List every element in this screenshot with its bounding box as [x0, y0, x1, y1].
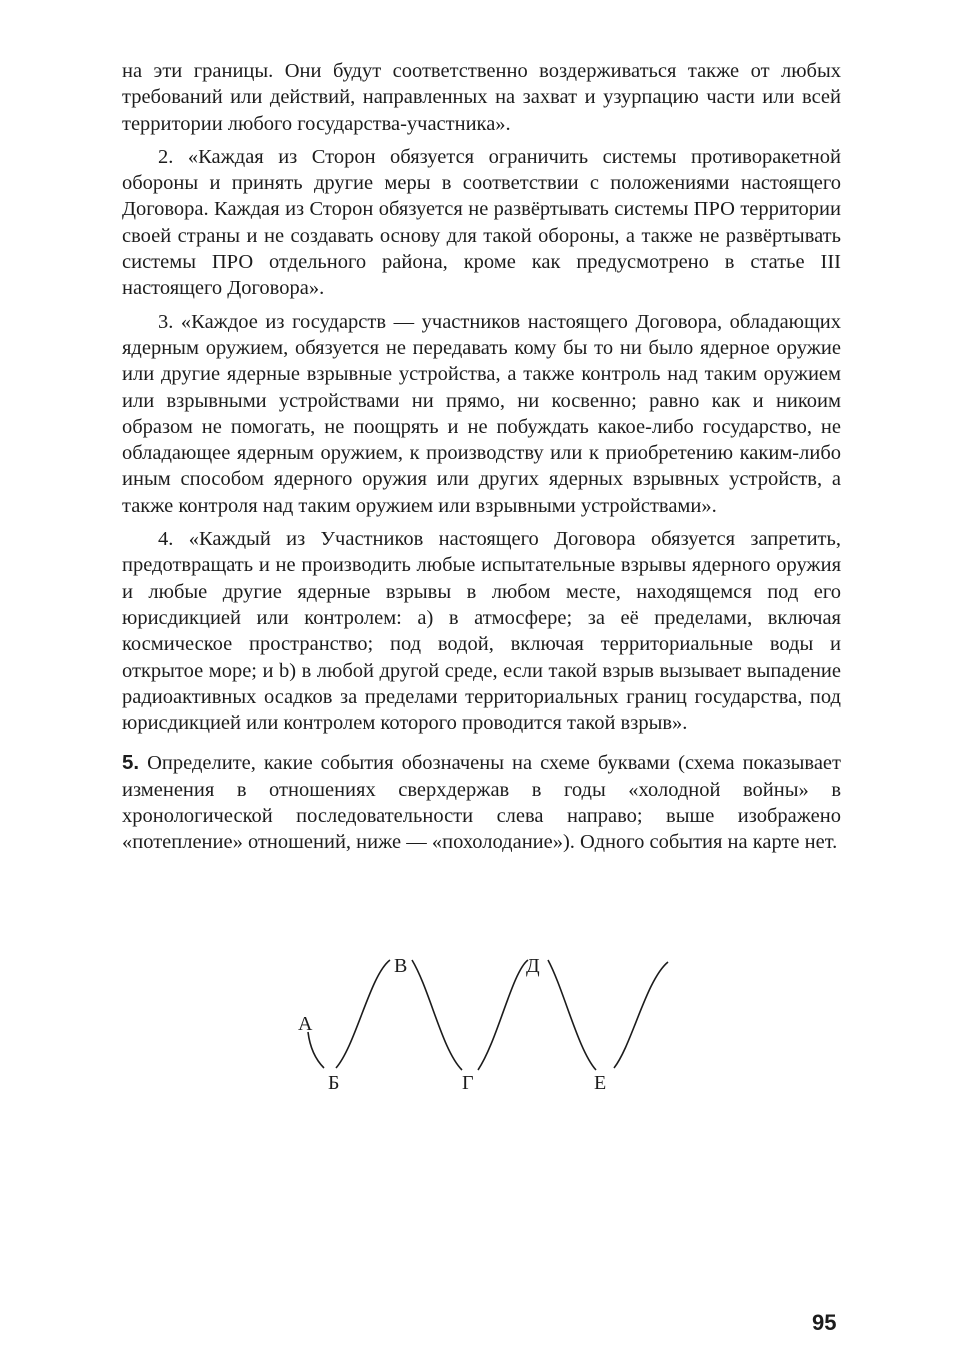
wave-curve-g-d: [478, 960, 528, 1070]
task-5: [122, 750, 841, 855]
wave-curve-v-g: [412, 960, 462, 1070]
paragraph-quote-2: 2. «Каждая из Сторон обязуется ограничить системы противоракетной обороны и принять другие меры в соответствии с положениями настоящего Договора. Каждая из Сторон обязуется не развёртывать системы ПРО территории своей страны и не создавать основу для такой обороны, а также не развёртывать системы ПРО отдельного района, кроме как предусмотрено в статье III настоящего Договора».: [122, 145, 841, 300]
paragraph-quote-4: 4. «Каждый из Участников настоящего Договора обязуется запретить, предотвращать и не производить любые испытательные взрывы ядерного оружия и любые другие ядерные взрывы в любом месте, находящемся под его юрисдикцией или контролем: а) в атмосфере; за её пределами, включая космическое пространство; под водой, включая территориальные воды и открытое море; и b) в любой другой среде, если такой взрыв вызывает выпадение радиоактивных осадков за пределами территориальных границ государства, под юрисдикцией или контролем которого проводится такой взрыв».: [122, 528, 841, 735]
task-number: 5.: [122, 751, 140, 775]
diagram-label-d: Д: [526, 955, 540, 977]
diagram-label-e: Е: [594, 1072, 607, 1094]
cold-war-relations-diagram: [290, 950, 690, 1100]
wave-curve-e-end: [614, 962, 668, 1068]
document-body: [122, 58, 841, 856]
task-text: Определите, какие события обозначены на схеме буквами (схема показывает изменения в отношениях сверхдержав в годы «холодной войны» в хронологической последовательности слева направо; выше изображено «потепление» отношений, ниже — «похолодание»). Одного события на карте нет.: [122, 752, 841, 854]
wave-curve-d-e: [548, 960, 596, 1070]
diagram-label-a: А: [298, 1013, 313, 1035]
diagram-label-g: Г: [462, 1072, 474, 1094]
wave-curve-a-b: [308, 1032, 324, 1068]
wave-curve-b-v: [336, 960, 390, 1068]
paragraph-quote-3: 3. «Каждое из государств — участников настоящего Договора, обладающих ядерным оружием, обязуется не передавать кому бы то ни было ядерное оружие или другие ядерные взрывные устройства, а также контроль над таким оружием или взрывными устройствами ни прямо, ни косвенно; равно как и никоим образом не помогать, не поощрять и не побуждать какое-либо государство, не обладающее ядерным оружием, к производству или к приобретению каким-либо иным способом ядерного оружия или других ядерных взрывных устройств, а также контроля над таким оружием или взрывными устройствами».: [122, 310, 841, 517]
paragraph-continuation: на эти границы. Они будут соответственно воздерживаться также от любых требований или действий, направленных на захват и узурпацию части или всей территории любого государства-участника».: [122, 60, 841, 135]
diagram-label-b: Б: [328, 1072, 340, 1094]
diagram-label-v: В: [394, 955, 408, 977]
page-number: 95: [812, 1310, 837, 1335]
